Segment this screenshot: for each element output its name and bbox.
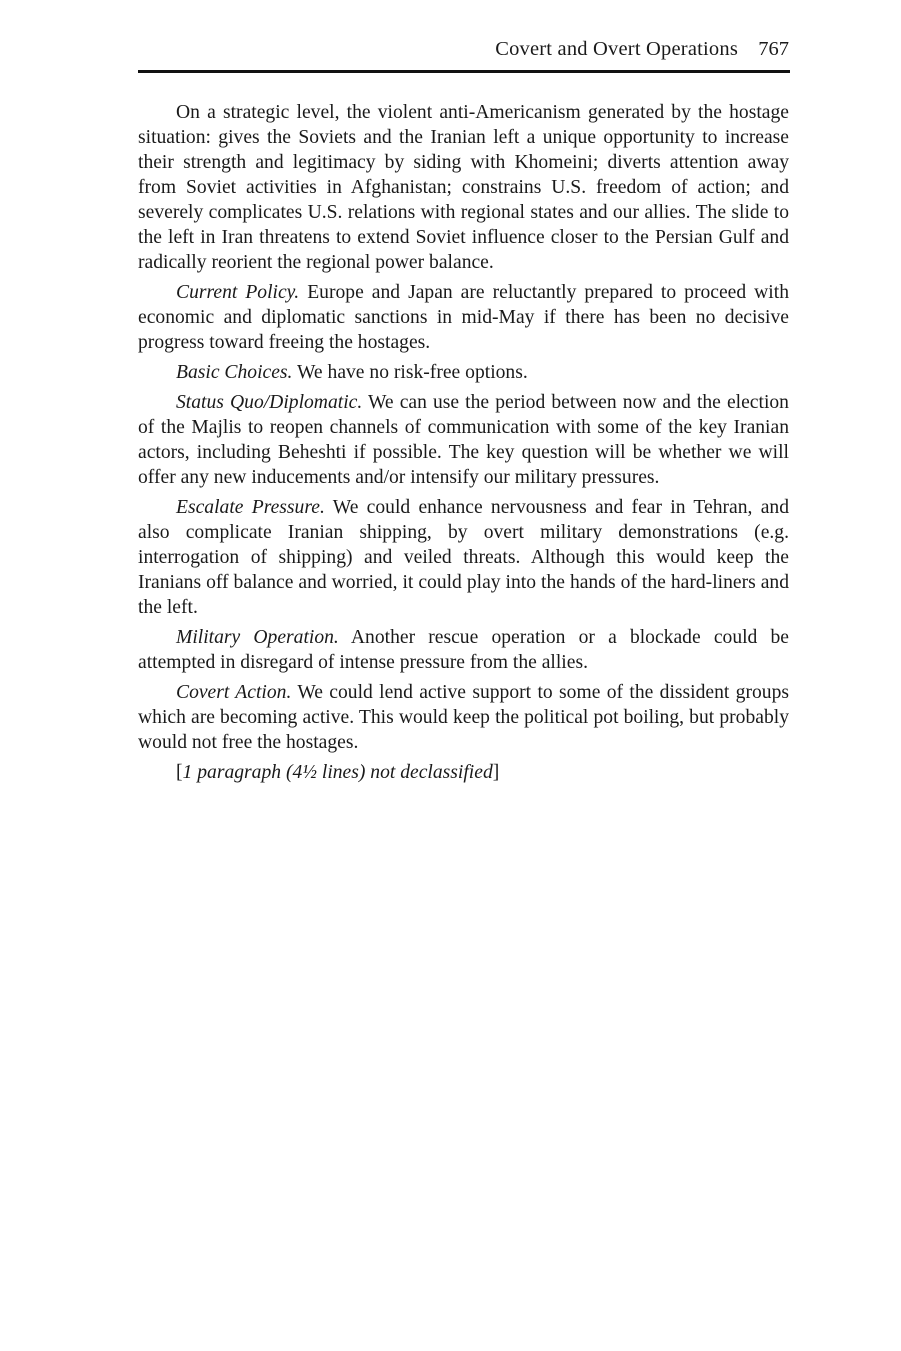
paragraph-covert-action	[138, 680, 789, 755]
paragraph-status-quo	[138, 390, 789, 490]
paragraph-lead: Covert Action.	[176, 682, 292, 703]
paragraph-text: We can use the period between now and the election of the Majlis to reopen channels of communication with some of the key Iranian actors, including Beheshti if possible. The key question will be whether we will offer any new inducements and/or intensify our military pressures.	[138, 392, 789, 488]
running-head: Covert and Overt Operations	[495, 38, 738, 60]
paragraph-current-policy	[138, 280, 789, 355]
paragraph-text: We have no risk-free options.	[292, 362, 528, 383]
page-number: 767	[758, 38, 789, 60]
paragraph-text: Another rescue operation or a blockade could be attempted in disregard of intense pressure from the allies.	[138, 627, 790, 673]
page-header	[138, 36, 790, 73]
note-open-bracket: [	[176, 762, 183, 783]
paragraph-military-operation	[138, 625, 789, 675]
paragraph-text: On a strategic level, the violent anti-Americanism generated by the hostage situation: gives the Soviets and the Iranian left a unique opportunity to increase their strength and legitimacy by siding with Khomeini; diverts attention away from Soviet activities in Afghanistan; constrains U.S. freedom of action; and severely complicates U.S. relations with regional states and our allies. The slide to the left in Iran threatens to extend Soviet influence closer to the Persian Gulf and radically reorient the regional power balance.	[138, 102, 789, 273]
paragraph-escalate-pressure	[138, 495, 789, 620]
note-text: 1 paragraph (4½ lines) not declassified	[182, 762, 493, 783]
paragraph-strategic-level	[138, 100, 789, 275]
paragraph-lead: Escalate Pressure.	[176, 497, 325, 518]
paragraph-text: Europe and Japan are reluctantly prepared to proceed with economic and diplomatic sanctions in mid-May if there has been no decisive progress toward freeing the hostages.	[138, 282, 789, 353]
paragraph-lead: Current Policy.	[176, 282, 300, 303]
text-body	[138, 100, 789, 790]
paragraph-lead: Basic Choices.	[176, 362, 293, 383]
paragraph-lead: Status Quo/Diplomatic.	[176, 392, 363, 413]
paragraph-lead: Military Operation.	[176, 627, 339, 648]
paragraph-text: We could enhance nervousness and fear in Tehran, and also complicate Iranian shipping, by overt military demonstrations (e.g. interrogation of shipping) and veiled threats. Although this would keep the Iranians off balance and worried, it could play into the hands of the hard-liners and the left.	[138, 497, 789, 618]
paragraph-basic-choices	[138, 360, 789, 385]
note-close-bracket: ]	[492, 762, 500, 783]
not-declassified-note	[138, 760, 789, 785]
paragraph-text: We could lend active support to some of the dissident groups which are becoming active. This would keep the political pot boiling, but probably would not free the hostages.	[138, 682, 789, 753]
